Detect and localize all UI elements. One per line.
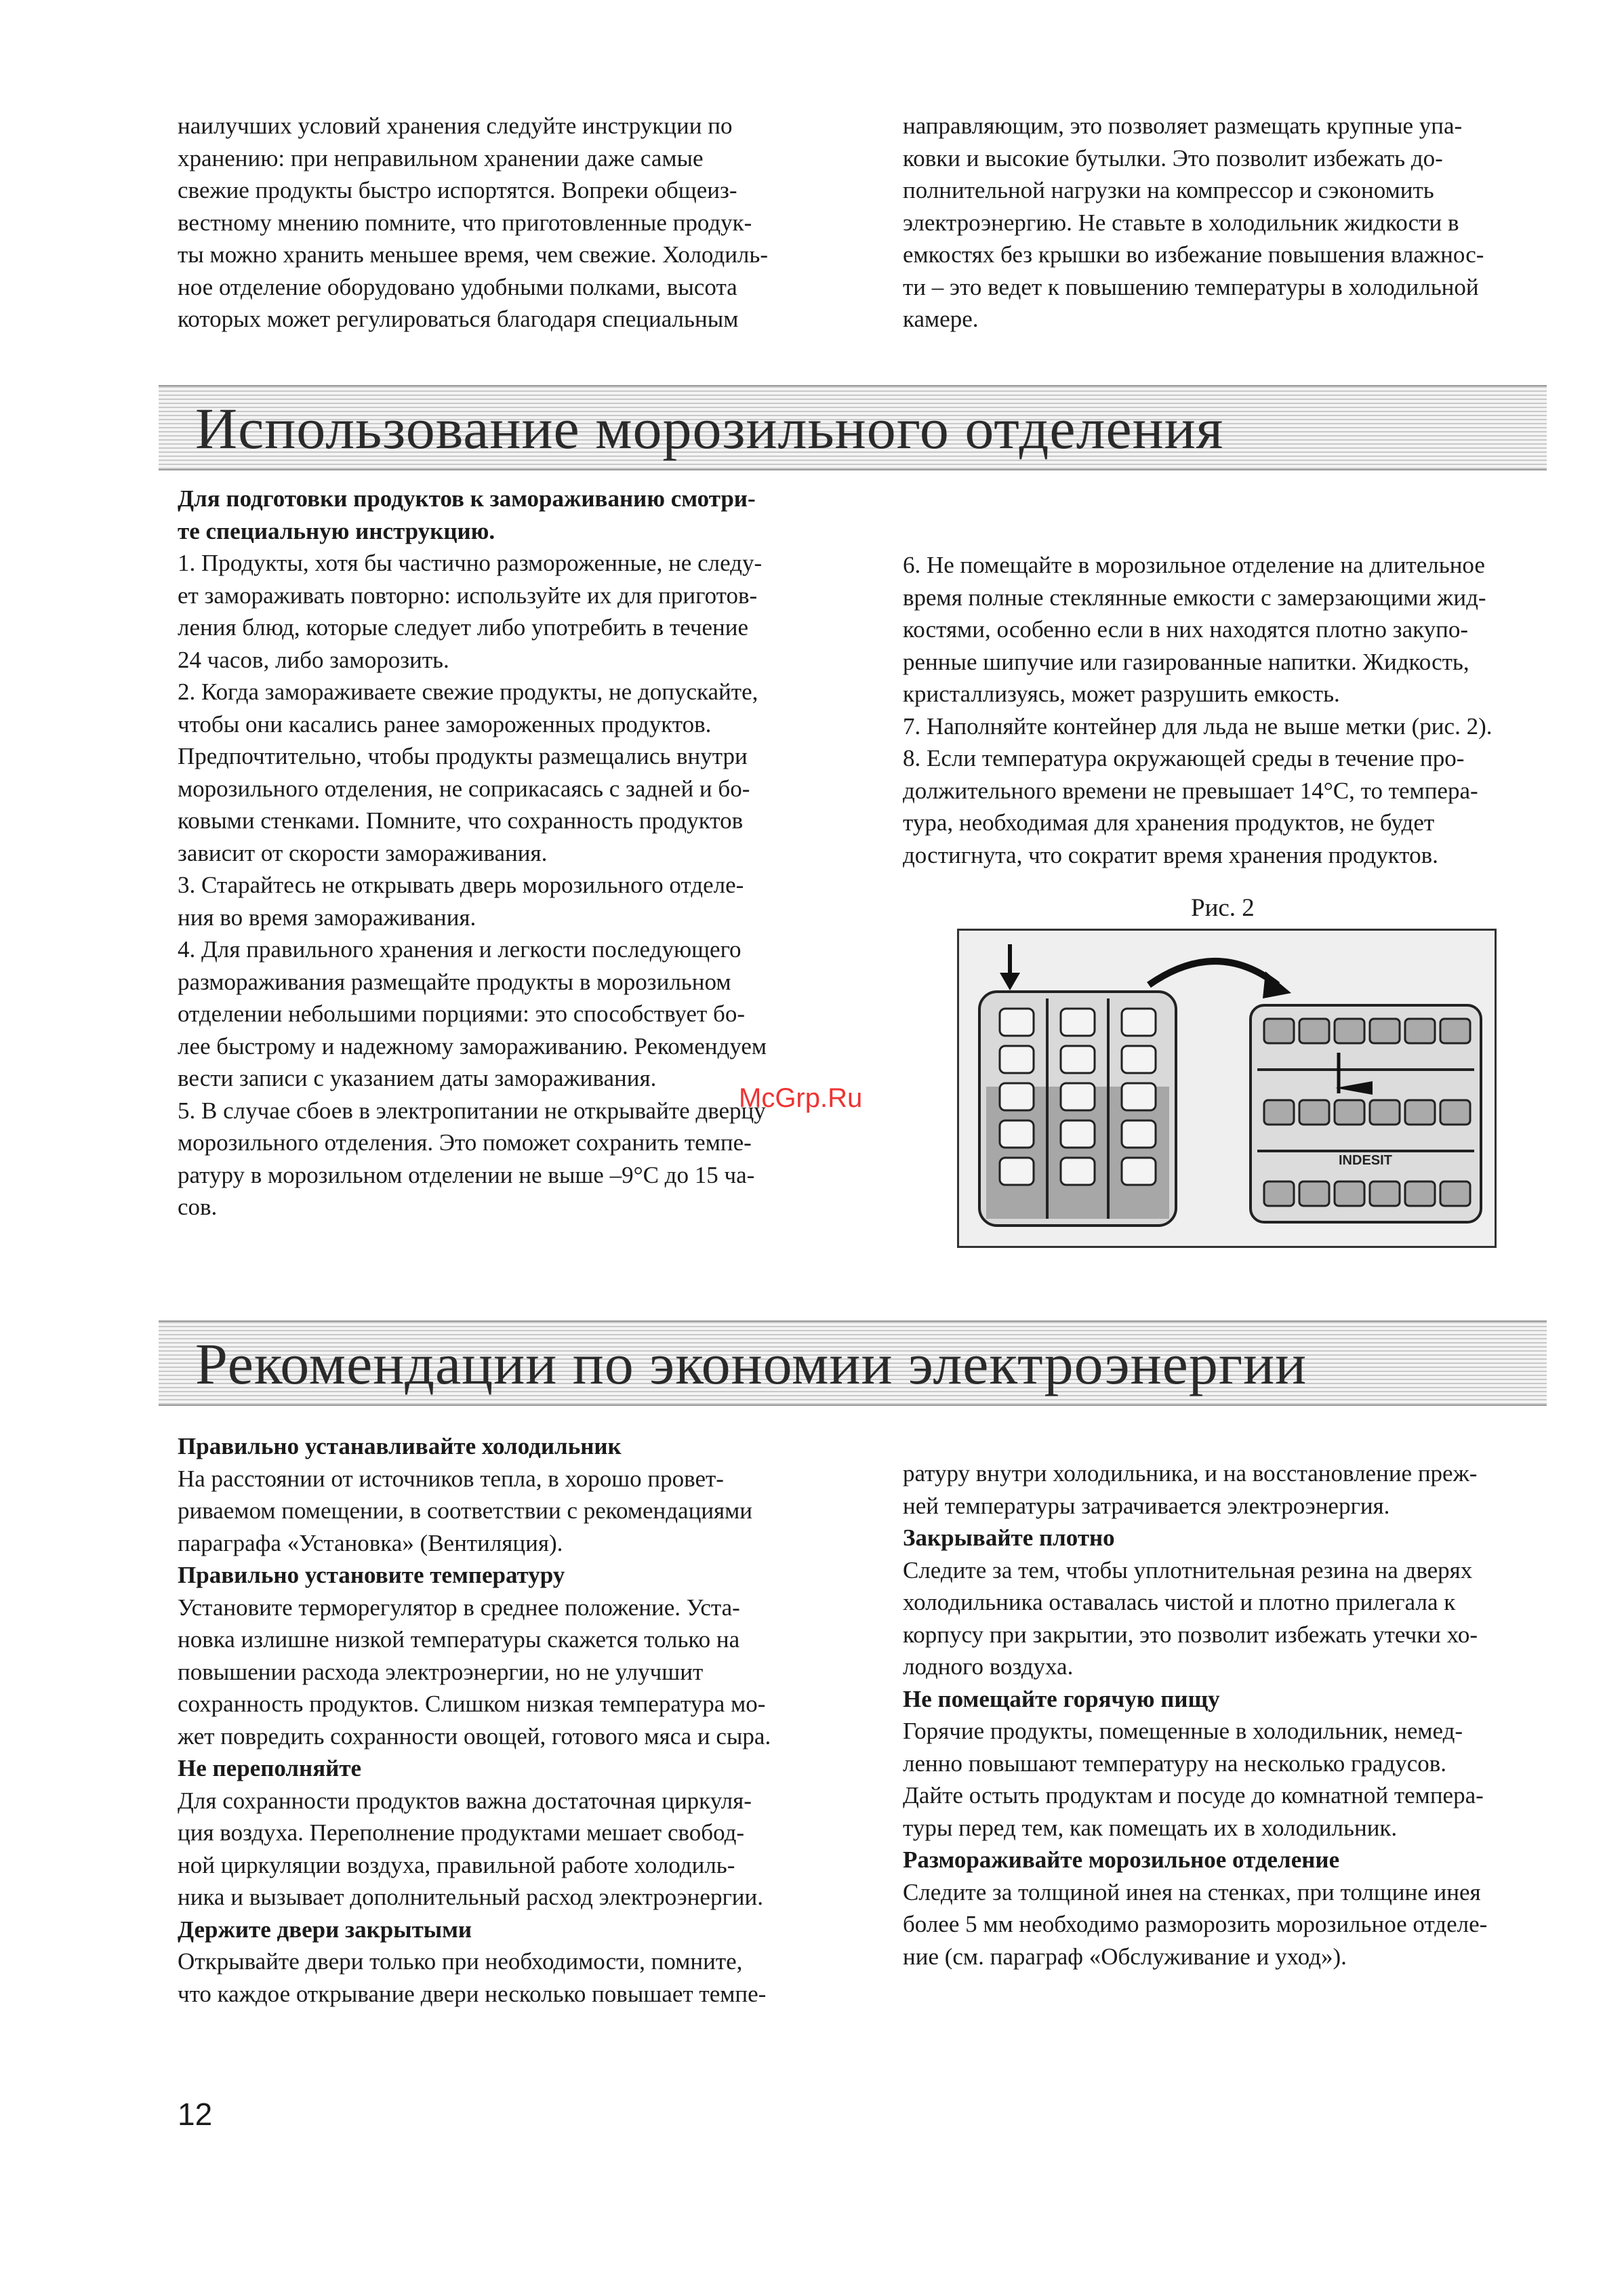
text-line: размораживания размещайте продукты в морозильном <box>178 968 731 995</box>
subheading-line: Не помещайте горячую пищу <box>903 1685 1220 1712</box>
ice-tray-illustration <box>959 931 1495 1246</box>
energy-right-column <box>903 1457 1555 1973</box>
upright-ice-tray <box>979 992 1176 1226</box>
text-line: ния во время замораживания. <box>178 904 476 931</box>
text-line: Следите за толщиной инея на стенках, при толщине инея <box>903 1878 1481 1905</box>
intro-left-column <box>178 110 828 336</box>
text-line: костями, особенно если в них находятся плотно закупо- <box>903 616 1469 643</box>
text-line: 24 часов, либо заморозить. <box>178 646 449 673</box>
subheading-line: те специальную инструкцию. <box>178 517 495 544</box>
text-line: Дайте остыть продуктам и посуде до комнатной темпера- <box>903 1782 1484 1809</box>
text-line: хранению: при неправильном хранении даже самые <box>178 144 704 171</box>
text-line: должительного времени не превышает 14°C, то темпера- <box>903 777 1478 804</box>
text-line: Предпочтительно, чтобы продукты размещались внутри <box>178 743 748 769</box>
subheading-line: Держите двери закрытыми <box>178 1916 472 1943</box>
text-line: направляющим, это позволяет размещать крупные упа- <box>903 113 1463 139</box>
text-line: вести записи с указанием даты замораживания. <box>178 1065 657 1091</box>
text-line: Горячие продукты, помещенные в холодильник, немед- <box>903 1718 1463 1744</box>
text-line: ленно повышают температуру на несколько градусов. <box>903 1750 1447 1777</box>
text-line: емкостях без крышки во избежание повышения влажнос- <box>903 241 1484 268</box>
text-line: ной циркуляции воздуха, правильной работе холодиль- <box>178 1851 735 1878</box>
text-line: ней температуры затрачивается электроэнергия. <box>903 1492 1390 1519</box>
text-line: жет повредить сохранности овощей, готового мяса и сыра. <box>178 1722 771 1750</box>
text-line: На расстоянии от источников тепла, в хорошо провет- <box>178 1465 724 1492</box>
text-line: холодильника оставалась чистой и плотно прилегала к <box>903 1589 1456 1615</box>
text-line: риваемом помещении, в соответствии с рекомендациями <box>178 1497 753 1524</box>
subheading-line: Не переполняйте <box>178 1755 362 1781</box>
text-line: полнительной нагрузки на компрессор и сэкономить <box>903 177 1434 203</box>
text-line: ратуру в морозильном отделении не выше –9°C до 15 ча- <box>178 1161 755 1188</box>
text-line: тура, необходимая для хранения продуктов, не будет <box>903 809 1435 836</box>
text-line: морозильного отделения, не соприкасаясь с задней и бо- <box>178 775 750 802</box>
text-line: свежие продукты быстро испортятся. Вопреки общеиз- <box>178 177 737 203</box>
text-line: отделении небольшими порциями: это способствует бо- <box>178 1001 745 1027</box>
brand-logo-text: INDESIT <box>1339 1153 1392 1168</box>
text-line: 5. В случае сбоев в электропитании не открывайте дверцу <box>178 1097 766 1124</box>
text-line: туры перед тем, как помещать их в холодильник. <box>903 1814 1398 1841</box>
subheading-line: Правильно установите температуру <box>178 1562 565 1588</box>
section-energy-heading-band <box>159 1320 1547 1406</box>
text-line: вестному мнению помните, что приготовленные продук- <box>178 209 752 236</box>
subheading-line: Размораживайте морозильное отделение <box>903 1846 1340 1873</box>
text-line: параграфа «Установка» (Вентиляция). <box>178 1529 563 1556</box>
intro-right-column <box>903 110 1555 336</box>
text-line: ция воздуха. Переполнение продуктами мешает свобод- <box>178 1819 745 1846</box>
text-line: камере. <box>903 306 979 332</box>
text-line: более 5 мм необходимо разморозить морозильное отделе- <box>903 1911 1488 1937</box>
section-freezer-heading: Использование морозильного отделения <box>195 396 1224 461</box>
energy-left-column <box>178 1430 828 2010</box>
text-line: время полные стеклянные емкости с замерзающими жид- <box>903 584 1486 611</box>
text-line: достигнута, что сократит время хранения продуктов. <box>903 841 1438 868</box>
text-line: 8. Если температура окружающей среды в течение про- <box>903 745 1465 771</box>
text-line: зависит от скорости замораживания. <box>178 839 548 866</box>
text-line: сохранность продуктов. Слишком низкая температура мо- <box>178 1691 766 1717</box>
text-line: ника и вызывает дополнительный расход электроэнергии. <box>178 1884 764 1910</box>
subheading-line: Закрывайте плотно <box>903 1524 1115 1551</box>
text-line: ное отделение оборудовано удобными полками, высота <box>178 273 737 300</box>
text-line: повышении расхода электроэнергии, но не улучшит <box>178 1658 704 1685</box>
text-line: 1. Продукты, хотя бы частично размороженные, не следу- <box>178 550 763 576</box>
text-line: Открывайте двери только при необходимости, помните, <box>178 1948 743 1975</box>
flat-ice-tray <box>1251 1005 1481 1222</box>
figure-ice-tray <box>957 929 1497 1248</box>
text-line: 2. Когда замораживаете свежие продукты, не допускайте, <box>178 679 758 705</box>
text-line: чтобы они касались ранее замороженных продуктов. <box>178 710 712 738</box>
text-line: новка излишне низкой температуры скажется только на <box>178 1626 740 1653</box>
text-line: ковки и высокие бутылки. Это позволит избежать до- <box>903 144 1443 171</box>
page-number: 12 <box>178 2097 213 2132</box>
text-line: Установите терморегулятор в среднее положение. Уста- <box>178 1594 740 1621</box>
text-line: ние (см. параграф «Обслуживание и уход»). <box>903 1943 1347 1970</box>
text-line: ковыми стенками. Помните, что сохранность продуктов <box>178 807 744 834</box>
freezer-right-column <box>903 549 1555 871</box>
text-line: что каждое открывание двери несколько повышает темпе- <box>178 1980 767 2007</box>
text-line: ет замораживать повторно: используйте их для приготов- <box>178 582 758 609</box>
subheading-line: Правильно устанавливайте холодильник <box>178 1433 622 1459</box>
text-line: ти – это ведет к повышению температуры в холодильной <box>903 273 1479 300</box>
subheading-line: Для подготовки продуктов к замораживанию смотри- <box>178 485 756 512</box>
text-line: которых может регулироваться благодаря специальным <box>178 306 739 332</box>
section-energy-heading: Рекомендации по экономии электроэнергии <box>195 1331 1307 1396</box>
figure-caption: Рис. 2 <box>1191 894 1255 922</box>
text-line: Следите за тем, чтобы уплотнительная резина на дверях <box>903 1556 1473 1583</box>
text-line: ренные шипучие или газированные напитки. Жидкость, <box>903 648 1469 675</box>
text-line: 7. Наполняйте контейнер для льда не выше метки (рис. 2). <box>903 712 1493 740</box>
text-line: кристаллизуясь, может разрушить емкость. <box>903 681 1340 707</box>
text-line: 4. Для правильного хранения и легкости последующего <box>178 936 742 963</box>
text-line: 3. Старайтесь не открывать дверь морозильного отделе- <box>178 872 744 898</box>
text-line: лодного воздуха. <box>903 1653 1074 1680</box>
text-line: электроэнергию. Не ставьте в холодильник жидкости в <box>903 209 1459 236</box>
text-line: ратуру внутри холодильника, и на восстановление преж- <box>903 1460 1478 1487</box>
text-line: корпусу при закрытии, это позволит избежать утечки хо- <box>903 1621 1478 1648</box>
watermark-text: McGrp.Ru <box>739 1083 863 1113</box>
text-line: Для сохранности продуктов важна достаточная циркуля- <box>178 1787 752 1814</box>
text-line: наилучших условий хранения следуйте инструкции по <box>178 113 733 139</box>
section-freezer-heading-band <box>159 385 1547 470</box>
freezer-left-column <box>178 483 828 1224</box>
text-line: сов. <box>178 1194 218 1220</box>
text-line: морозильного отделения. Это поможет сохранить темпе- <box>178 1129 752 1156</box>
text-line: ты можно хранить меньшее время, чем свежие. Холодиль- <box>178 241 769 268</box>
text-line: 6. Не помещайте в морозильное отделение на длительное <box>903 552 1485 578</box>
text-line: лее быстрому и надежному замораживанию. Рекомендуем <box>178 1032 767 1059</box>
text-line: ления блюд, которые следует либо употребить в течение <box>178 614 748 641</box>
